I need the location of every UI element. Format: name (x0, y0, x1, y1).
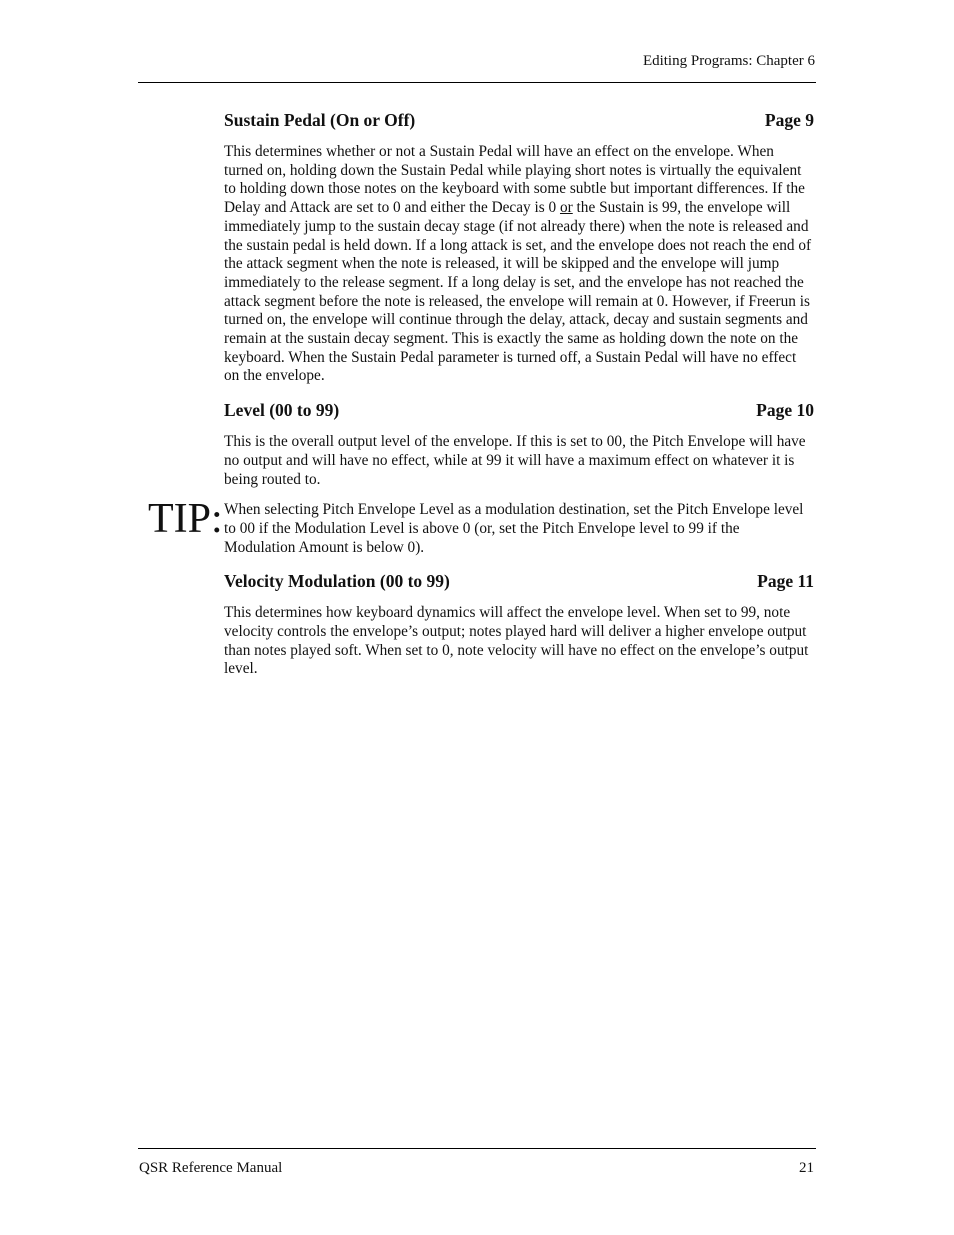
section-title: Velocity Modulation (00 to 99) (224, 571, 450, 592)
section-title: Level (00 to 99) (224, 400, 340, 421)
section-heading-sustain-pedal (224, 108, 814, 132)
tip-block (148, 496, 814, 557)
section-title: Sustain Pedal (On or Off) (224, 110, 416, 130)
velocity-modulation-paragraph: This determines how keyboard dynamics will affect the envelope level. When set to 99, note velocity controls the envelope’s output; notes played hard will deliver a higher envelope output than notes played soft. When set to 0, note velocity will have no effect on the envelope’s output level. (224, 604, 809, 678)
underlined-or: or (559, 199, 573, 217)
footer-page-number: 21 (799, 1160, 814, 1176)
tip-label: TIP: (148, 496, 223, 543)
section-page-ref: Page 10 (756, 400, 814, 421)
header-rule (138, 82, 816, 83)
tip-paragraph: When selecting Pitch Envelope Level as a modulation destination, set the Pitch Envelope level to 00 if the Modulation Level is above 0 (or, set the Pitch Envelope level to 99 if the Modulation Amount is below 0). (224, 501, 804, 556)
section-page-ref: Page 11 (757, 571, 814, 592)
running-head: Editing Programs: Chapter 6 (642, 53, 815, 69)
paragraph-text: This determines whether or not a Sustain Pedal will have an effect on the envelope. When turned on, holding down the Sustain Pedal while playing short notes is virtually the equivalent to holding down those notes on the keyboard with some subtle but important differences. If the Delay and Attack are set to 0 and either the Decay is 0 (224, 143, 805, 217)
section-page-ref: Page 9 (764, 110, 814, 130)
sustain-pedal-paragraph (224, 143, 814, 386)
level-paragraph: This is the overall output level of the envelope. If this is set to 00, the Pitch Envelope will have no output and will have no effect, while at 99 it will have a maximum effect on whatever it is being routed to. (224, 433, 806, 488)
paragraph-text: the Sustain is 99, the envelope will immediately jump to the sustain decay stage (if not already there) when the note is released and the sustain pedal is held down. If a long attack is set, and the envelope does not reach the end of the attack segment when the note is released, it will be skipped and the envelope will jump immediately to the release segment. If a long delay is set, and the envelope has not reached the attack segment before the note is released, the envelope will remain at 0. However, if Freerun is turned on, the envelope will continue through the delay, attack, decay and sustain segments and remain at the sustain decay segment. This is exactly the same as holding down the note on the keyboard. When the Sustain Pedal parameter is turned off, a Sustain Pedal will have no effect on the envelope. (224, 199, 812, 385)
footer-rule (138, 1148, 816, 1149)
footer-title: QSR Reference Manual (139, 1160, 283, 1176)
section-heading-velocity-modulation (224, 569, 814, 593)
page-content (148, 108, 814, 691)
section-heading-level (224, 398, 814, 422)
